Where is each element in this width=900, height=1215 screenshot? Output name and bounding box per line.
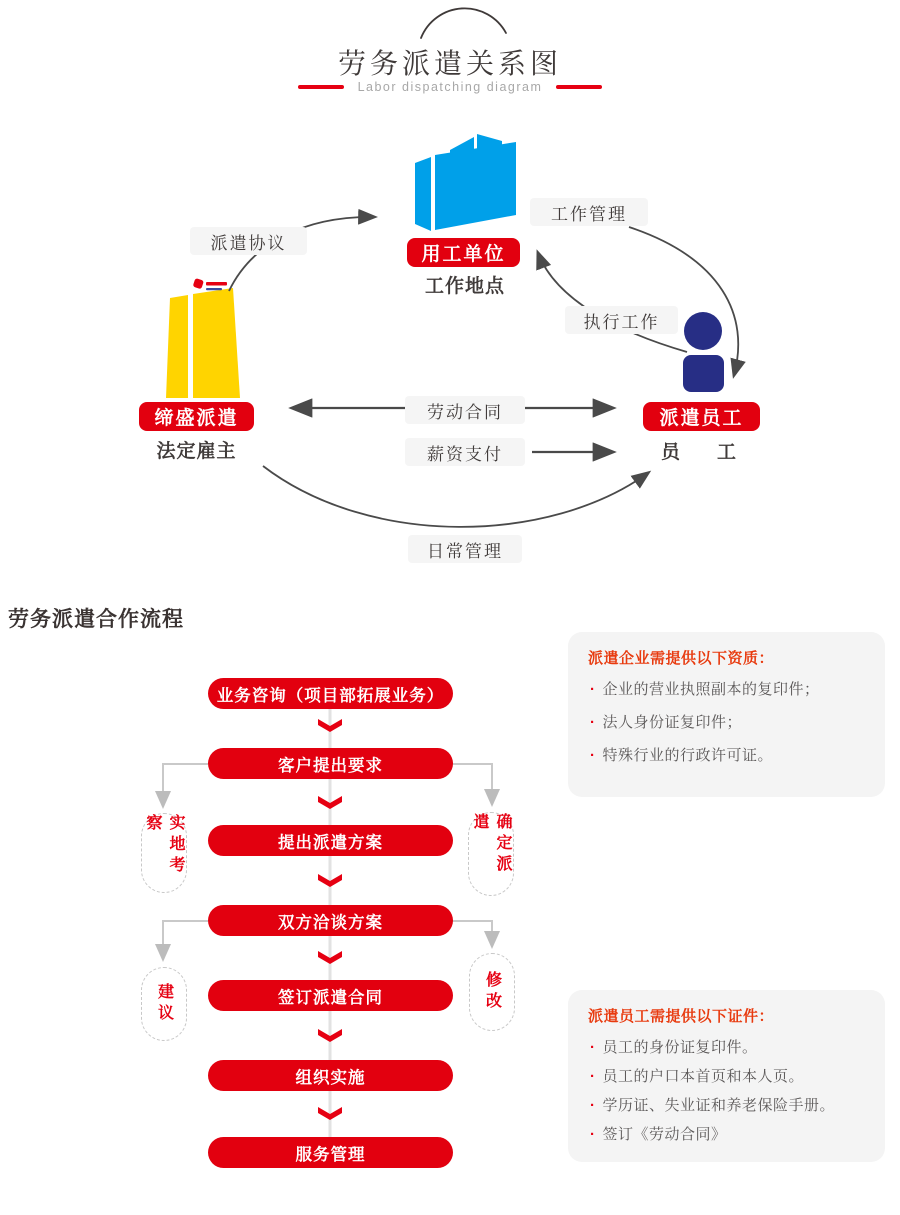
infobox-item bbox=[588, 1095, 871, 1116]
arrow-daily-management bbox=[263, 466, 648, 527]
infobox-item-text: 签订《劳动合同》 bbox=[602, 1126, 727, 1143]
header-arc bbox=[421, 8, 506, 38]
node-tag-worker: 派遣员工 bbox=[643, 402, 760, 431]
side-note-label: 建议 bbox=[155, 983, 173, 1025]
edge-label-daily-management: 日常管理 bbox=[408, 535, 522, 563]
process-title: 劳务派遣合作流程 bbox=[8, 608, 184, 631]
worker-certificates-box bbox=[568, 990, 885, 1162]
side-note-suggestion bbox=[141, 967, 187, 1041]
agency-logo-icon bbox=[193, 278, 227, 290]
process-step-2: 客户提出要求 bbox=[208, 748, 453, 779]
yellow-building-icon bbox=[166, 288, 240, 398]
edge-label-execute-work: 执行工作 bbox=[565, 306, 678, 334]
infobox-item-text: 员工的身份证复印件。 bbox=[602, 1039, 758, 1056]
arrow-execute-work bbox=[538, 253, 687, 352]
bullet-dot-icon: · bbox=[590, 1068, 596, 1085]
edge-label-dispatch-agreement: 派遣协议 bbox=[190, 227, 307, 255]
node-sublabel-agency: 法定雇主 bbox=[156, 441, 237, 462]
process-step-3: 提出派遣方案 bbox=[208, 825, 453, 856]
node-sublabel-employer: 工作地点 bbox=[424, 276, 505, 297]
bullet-dot-icon: · bbox=[590, 681, 596, 698]
side-note-label: 修改 bbox=[483, 971, 501, 1013]
side-note-label: 实地考察 bbox=[144, 814, 184, 877]
infobox-item bbox=[588, 679, 871, 700]
page-subtitle-row bbox=[0, 80, 900, 94]
process-step-5: 签订派遣合同 bbox=[208, 980, 453, 1011]
infobox-item-text: 员工的户口本首页和本人页。 bbox=[602, 1068, 805, 1085]
infobox-item bbox=[588, 712, 871, 733]
enterprise-qualifications-box bbox=[568, 632, 885, 797]
infobox-item-text: 特殊行业的行政许可证。 bbox=[602, 747, 774, 764]
infobox-item-text: 企业的营业执照副本的复印件； bbox=[602, 681, 820, 698]
process-step-6: 组织实施 bbox=[208, 1060, 453, 1091]
bullet-dot-icon: · bbox=[590, 747, 596, 764]
page-subtitle: Labor dispatching diagram bbox=[357, 80, 543, 94]
blue-building-icon bbox=[415, 134, 516, 231]
infobox-item bbox=[588, 1066, 871, 1087]
left-dash bbox=[298, 85, 344, 89]
infobox-title: 派遣员工需提供以下证件： bbox=[588, 1008, 775, 1025]
edge-label-labor-contract: 劳动合同 bbox=[405, 396, 525, 424]
process-step-4: 双方洽谈方案 bbox=[208, 905, 453, 936]
process-step-1: 业务咨询（项目部拓展业务） bbox=[208, 678, 453, 709]
infobox-item bbox=[588, 1037, 871, 1058]
side-note-site-visit bbox=[141, 813, 187, 893]
infobox-item-text: 学历证、失业证和养老保险手册。 bbox=[602, 1097, 836, 1114]
edge-label-salary-payment: 薪资支付 bbox=[405, 438, 525, 466]
infobox-item bbox=[588, 745, 871, 766]
bullet-dot-icon: · bbox=[590, 1126, 596, 1143]
side-note-confirm-dispatch bbox=[468, 812, 514, 896]
page-title: 劳务派遣关系图 bbox=[337, 48, 562, 79]
bullet-dot-icon: · bbox=[590, 714, 596, 731]
infobox-item bbox=[588, 1124, 871, 1145]
infobox-item-text: 法人身份证复印件； bbox=[602, 714, 743, 731]
right-dash bbox=[556, 85, 602, 89]
edge-label-work-management: 工作管理 bbox=[530, 198, 648, 226]
side-note-label: 确定派遣 bbox=[471, 813, 511, 876]
bullet-dot-icon: · bbox=[590, 1039, 596, 1056]
process-step-7: 服务管理 bbox=[208, 1137, 453, 1168]
node-sublabel-worker: 员 工 bbox=[660, 442, 745, 463]
arrow-work-management bbox=[629, 227, 738, 375]
infobox-title: 派遣企业需提供以下资质： bbox=[588, 650, 775, 667]
person-icon bbox=[683, 312, 724, 392]
node-tag-employer: 用工单位 bbox=[407, 238, 520, 267]
side-note-revision bbox=[469, 953, 515, 1031]
node-tag-agency: 缔盛派遣 bbox=[139, 402, 254, 431]
bullet-dot-icon: · bbox=[590, 1097, 596, 1114]
